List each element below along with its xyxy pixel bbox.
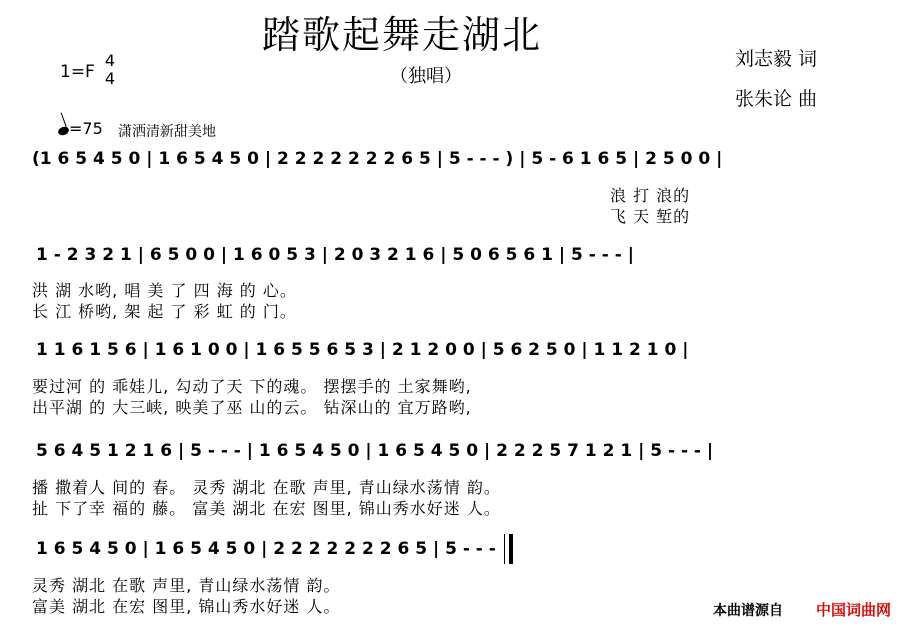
notes-row-5: 1 6 5 4 5 0 | 1 6 5 4 5 0 | 2 2 2 2 2 2 2 6 5 | 5 - - - xyxy=(36,539,496,559)
notes-row-4: 5 6 4 5 1 2 1 6 | 5 - - - | 1 6 5 4 5 0 | 1 6 5 4 5 0 | 2 2 2 5 7 1 2 1 | 5 - - - | xyxy=(36,441,714,461)
lyric-row-2-verse-2: 长 江 桥哟, 架 起 了 彩 虹 的 门。 xyxy=(32,302,297,321)
song-title: 踏歌起舞走湖北 xyxy=(262,13,543,57)
lyric-row-3-verse-1: 要过河 的 乖娃儿, 勾动了天 下的魂。 摆摆手的 土家舞哟, xyxy=(32,377,472,396)
notes-row-2: 1 - 2 3 2 1 | 6 5 0 0 | 1 6 0 5 3 | 2 0 3 2 1 6 | 5 0 6 5 6 1 | 5 - - - | xyxy=(36,245,634,265)
time-signature xyxy=(103,52,117,88)
site-link[interactable]: 中国词曲网 xyxy=(815,601,891,619)
composer-credit: 张朱论 曲 xyxy=(735,88,818,110)
staff-row-2 xyxy=(36,238,634,272)
lyric-row-2-verse-1: 洪 湖 水哟, 唱 美 了 四 海 的 心。 xyxy=(32,281,297,300)
lyric-row-5-verse-2: 富美 湖北 在宏 图里, 锦山秀水好迷 人。 xyxy=(32,597,341,616)
lyric-row-1-verse-1: 浪 打 浪的 xyxy=(610,186,691,205)
time-signature-top: 4 xyxy=(104,51,116,70)
source-label: 本曲谱源自 xyxy=(713,603,783,619)
staff-row-4 xyxy=(36,434,713,468)
lyric-row-4-verse-2: 扯 下了幸 福的 藤。 富美 湖北 在宏 图里, 锦山秀水好迷 人。 xyxy=(32,499,501,518)
lyric-row-5-verse-1: 灵秀 湖北 在歌 声里, 青山绿水荡情 韵。 xyxy=(32,576,341,595)
time-signature-bottom: 4 xyxy=(104,69,116,88)
lyric-row-4-verse-1: 播 撒着人 间的 春。 灵秀 湖北 在歌 声里, 青山绿水荡情 韵。 xyxy=(32,478,501,497)
staff-row-1 xyxy=(32,142,722,176)
staff-row-5 xyxy=(36,532,513,566)
notes-row-3: 1 1 6 1 5 6 | 1 6 1 0 0 | 1 6 5 5 6 5 3 | 2 1 2 0 0 | 5 6 2 5 0 | 1 1 2 1 0 | xyxy=(36,340,689,360)
final-barline xyxy=(504,534,513,564)
tempo-marking xyxy=(58,119,103,138)
expression-marking: 潇洒清新甜美地 xyxy=(118,124,216,140)
lyric-row-3-verse-2: 出平湖 的 大三峡, 映美了巫 山的云。 钻深山的 宜万路哟, xyxy=(32,398,472,417)
lyric-row-1-verse-2: 飞 天 堑的 xyxy=(610,207,691,226)
lyricist-credit: 刘志毅 词 xyxy=(735,48,818,70)
staff-row-3 xyxy=(36,333,689,367)
notes-row-1: (1 6 5 4 5 0 | 1 6 5 4 5 0 | 2 2 2 2 2 2 2 6 5 | 5 - - - ) | 5 - 6 1 6 5 | 2 5 0 0 | xyxy=(32,149,723,169)
key-signature: 1=F xyxy=(60,62,95,82)
song-subtitle: （独唱） xyxy=(390,66,462,87)
tempo-value: =75 xyxy=(69,119,103,138)
